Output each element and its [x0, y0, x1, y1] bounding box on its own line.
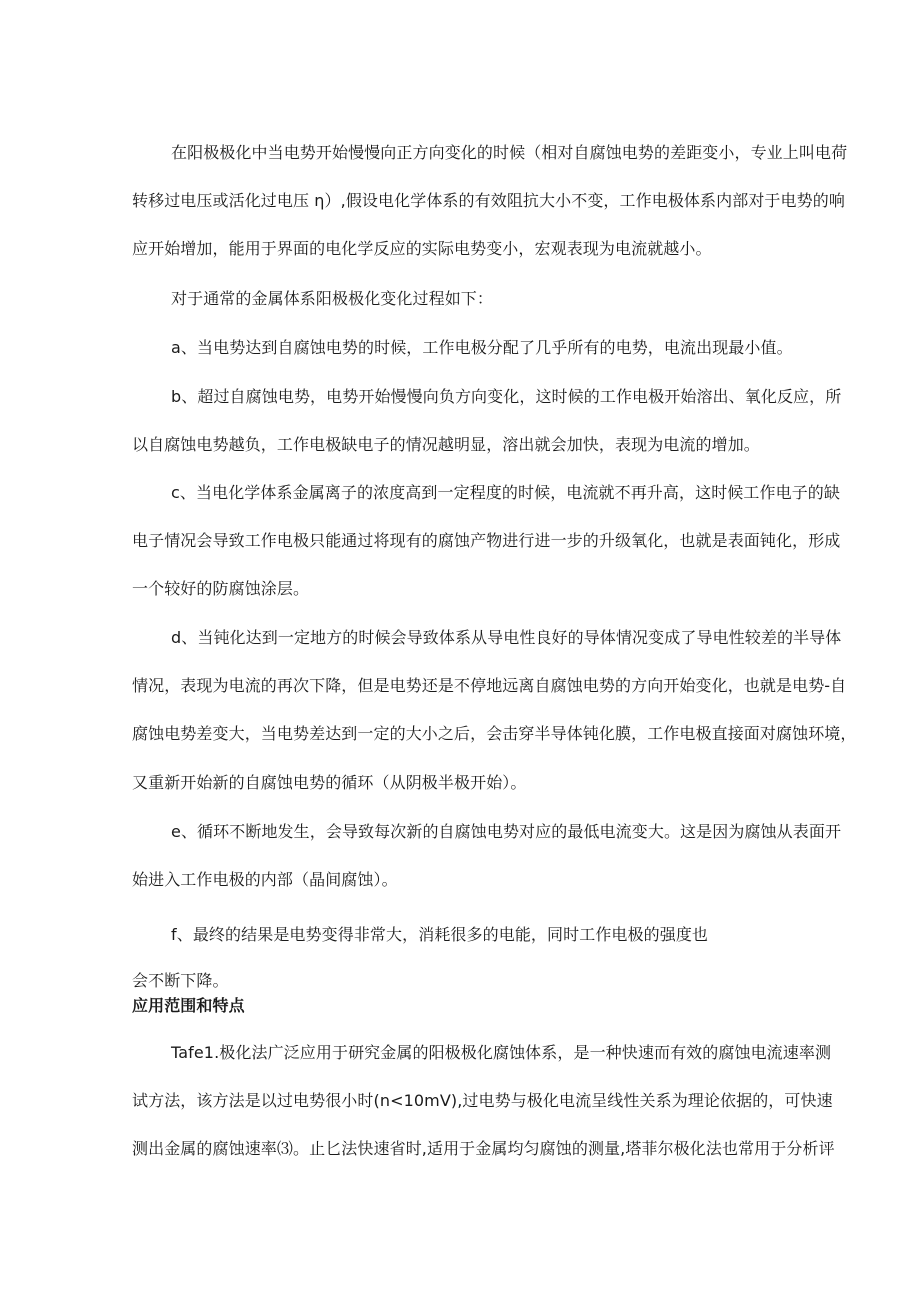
paragraph-line: 会不断下降。 — [132, 971, 229, 990]
paragraph-line: 以自腐蚀电势越负，工作电极缺电子的情况越明显，溶出就会加快，表现为电流的增加。 — [132, 435, 760, 454]
paragraph-line: 又重新开始新的自腐蚀电势的循环（从阴极半极开始）。 — [132, 773, 527, 792]
section-heading: 应用范围和特点 — [132, 996, 245, 1015]
paragraph-line: 测出金属的腐蚀速率⑶。止匕法快速省时,适用于金属均匀腐蚀的测量,塔菲尔极化法也常用于分析评 — [132, 1139, 835, 1158]
paragraph-line: 电子情况会导致工作电极只能通过将现有的腐蚀产物进行进一步的升级氧化，也就是表面钝化，形成 — [132, 531, 841, 550]
paragraph-line: 一个较好的防腐蚀涂层。 — [132, 579, 310, 598]
list-item-c: c、当电化学体系金属离子的浓度高到一定程度的时候，电流就不再升高，这时候工作电子的缺 — [171, 483, 840, 502]
paragraph-line: 应开始增加，能用于界面的电化学反应的实际电势变小，宏观表现为电流就越小。 — [132, 239, 712, 258]
paragraph-line: 情况，表现为电流的再次下降，但是电势还是不停地远离自腐蚀电势的方向开始变化，也就是电势-自 — [132, 676, 847, 695]
list-item-b: b、超过自腐蚀电势，电势开始慢慢向负方向变化，这时候的工作电极开始溶出、氧化反应，所 — [171, 387, 842, 406]
list-item-e: e、循环不断地发生，会导致每次新的自腐蚀电势对应的最低电流变大。这是因为腐蚀从表面开 — [171, 822, 842, 841]
paragraph-line: 腐蚀电势差变大，当电势差达到一定的大小之后，会击穿半导体钝化膜，工作电极直接面对腐蚀环境， — [132, 724, 857, 743]
paragraph-line: 始进入工作电极的内部（晶间腐蚀）。 — [132, 870, 398, 889]
list-item-a: a、当电势达到自腐蚀电势的时候，工作电极分配了几乎所有的电势，电流出现最小值。 — [171, 338, 793, 357]
list-item-d: d、当钝化达到一定地方的时候会导致体系从导电性良好的导体情况变成了导电性较差的半导体 — [171, 628, 842, 647]
list-item-f: f、最终的结果是电势变得非常大，消耗很多的电能，同时工作电极的强度也 — [171, 925, 709, 944]
paragraph-line: 试方法，该方法是以过电势很小时(n<10mV),过电势与极化电流呈线性关系为理论依据的，可快速 — [132, 1091, 833, 1110]
paragraph-line: 对于通常的金属体系阳极极化变化过程如下： — [171, 289, 494, 308]
paragraph-line: 在阳极极化中当电势开始慢慢向正方向变化的时候（相对自腐蚀电势的差距变小，专业上叫电荷 — [171, 143, 848, 162]
paragraph-line: Tafe1.极化法广泛应用于研究金属的阳极极化腐蚀体系，是一种快速而有效的腐蚀电流速率测 — [171, 1043, 832, 1062]
paragraph-line: 转移过电压或活化过电压 η）,假设电化学体系的有效阻抗大小不变，工作电极体系内部对于电势的响 — [132, 191, 845, 210]
